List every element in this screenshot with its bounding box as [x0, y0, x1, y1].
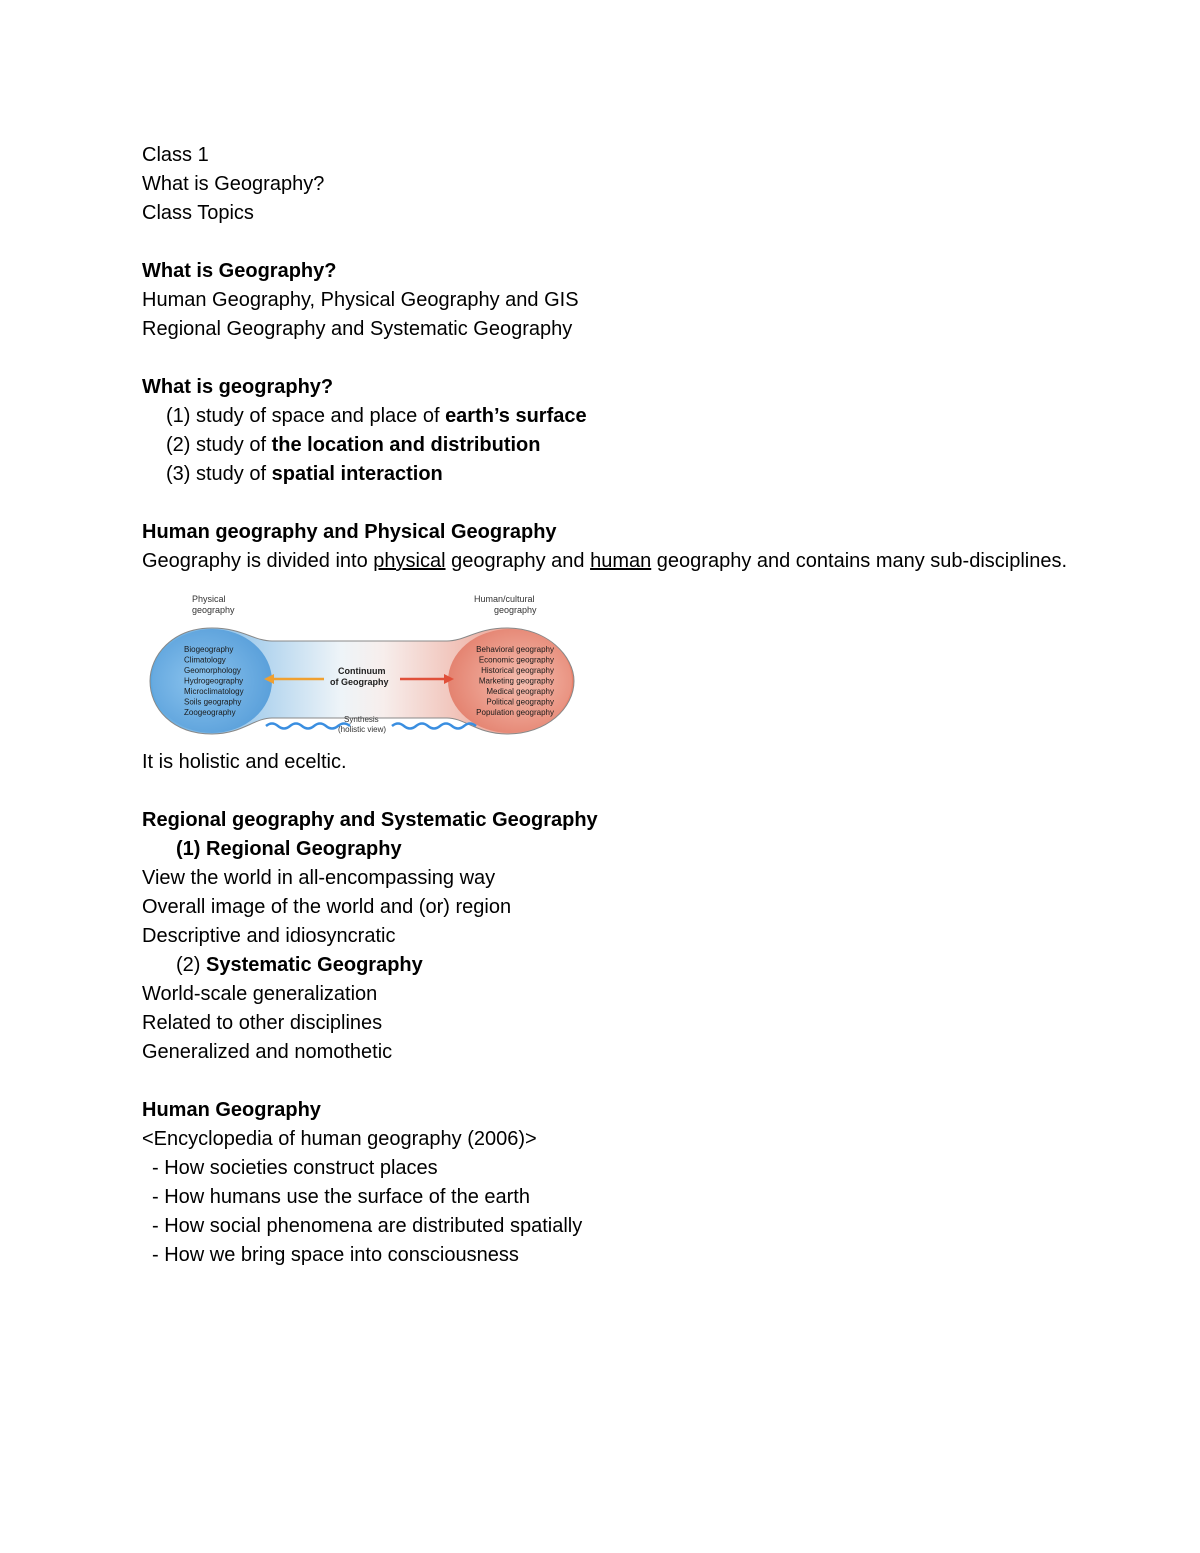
- human-subfield: Behavioral geography: [476, 645, 554, 654]
- definition-item: [142, 460, 1102, 489]
- right-title-line: Human/cultural: [474, 594, 535, 604]
- physical-subfield: Microclimatology: [184, 687, 244, 696]
- left-title-line: geography: [192, 605, 235, 615]
- definition-item-text: (1) study of space and place of: [166, 405, 446, 427]
- continuum-label: Continuum: [338, 666, 386, 676]
- holistic-statement: It is holistic and eceltic.: [142, 751, 347, 773]
- human-geography-item: - How societies construct places: [152, 1157, 438, 1179]
- right-title-line: geography: [494, 605, 537, 615]
- definition-item-text: (2) study of: [166, 434, 272, 456]
- class-topics-label: Class Topics: [142, 202, 254, 224]
- regional-item: Overall image of the world and (or) region: [142, 896, 512, 918]
- human-subfield: Marketing geography: [478, 676, 554, 686]
- paragraph-text: Geography is divided into: [142, 550, 374, 572]
- human-subfield: Population geography: [476, 708, 554, 717]
- spacer: [142, 228, 1102, 257]
- definition-item-emphasis: spatial interaction: [271, 463, 443, 485]
- human-geography-item: - How humans use the surface of the earth: [152, 1186, 530, 1208]
- regional-heading: (1) Regional Geography: [176, 838, 402, 860]
- human-physical-heading: Human geography and Physical Geography: [142, 521, 557, 543]
- physical-subfield: Geomorphology: [184, 666, 241, 675]
- systematic-number: (2): [176, 954, 206, 976]
- continuum-diagram: [142, 586, 582, 744]
- physical-subfield: Soils geography: [184, 697, 242, 707]
- definition-item-text: (3) study of: [166, 463, 272, 485]
- human-geography-heading: Human Geography: [142, 1099, 321, 1121]
- document-body: [142, 141, 1102, 1270]
- human-subfield: Medical geography: [486, 687, 554, 696]
- synthesis-label: Synthesis: [344, 715, 379, 724]
- physical-subfield: Zoogeography: [184, 708, 236, 717]
- human-geography-item: - How social phenomena are distributed spatially: [152, 1215, 583, 1237]
- paragraph-text: geography and: [445, 550, 591, 572]
- topic-item: Regional Geography and Systematic Geography: [142, 318, 573, 340]
- physical-subfield: Biogeography: [184, 645, 234, 654]
- human-subfield: Historical geography: [481, 666, 554, 675]
- human-subfields: [476, 645, 554, 717]
- continuum-diagram-svg: [142, 586, 582, 744]
- left-title-line: Physical: [192, 594, 226, 604]
- document-title: What is Geography?: [142, 173, 325, 195]
- human-geography-item: - How we bring space into consciousness: [152, 1244, 519, 1266]
- definition-item: [142, 431, 1102, 460]
- physical-subfield: Hydrogeography: [184, 676, 244, 686]
- spacer: [142, 1067, 1102, 1096]
- synthesis-wave-right: [392, 724, 476, 729]
- spacer: [142, 777, 1102, 806]
- definition-heading: What is geography?: [142, 376, 334, 398]
- human-subfield: Political geography: [486, 697, 554, 707]
- regional-item: View the world in all-encompassing way: [142, 867, 496, 889]
- systematic-item: World-scale generalization: [142, 983, 378, 1005]
- definition-item-emphasis: the location and distribution: [271, 434, 541, 456]
- physical-subfield: Climatology: [184, 655, 226, 665]
- human-subfield: Economic geography: [478, 655, 554, 665]
- class-number: Class 1: [142, 144, 209, 166]
- systematic-heading: Systematic Geography: [206, 954, 423, 976]
- human-underlined: human: [590, 550, 652, 572]
- spacer: [142, 344, 1102, 373]
- topics-heading: What is Geography?: [142, 260, 337, 282]
- systematic-item: Related to other disciplines: [142, 1012, 383, 1034]
- regional-systematic-heading: Regional geography and Systematic Geography: [142, 809, 598, 831]
- systematic-heading-line: [142, 951, 1102, 980]
- paragraph-text: geography and contains many sub-disciplines.: [651, 550, 1068, 572]
- physical-underlined: physical: [373, 550, 446, 572]
- regional-item: Descriptive and idiosyncratic: [142, 925, 396, 947]
- topic-item: Human Geography, Physical Geography and GIS: [142, 289, 579, 311]
- definition-item: [142, 402, 1102, 431]
- spacer: [142, 489, 1102, 518]
- human-geography-source: <Encyclopedia of human geography (2006)>: [142, 1128, 537, 1150]
- continuum-label: of Geography: [330, 677, 389, 687]
- human-physical-paragraph: [142, 547, 1102, 576]
- synthesis-label: (holistic view): [338, 725, 387, 734]
- systematic-item: Generalized and nomothetic: [142, 1041, 393, 1063]
- definition-item-emphasis: earth’s surface: [445, 405, 587, 427]
